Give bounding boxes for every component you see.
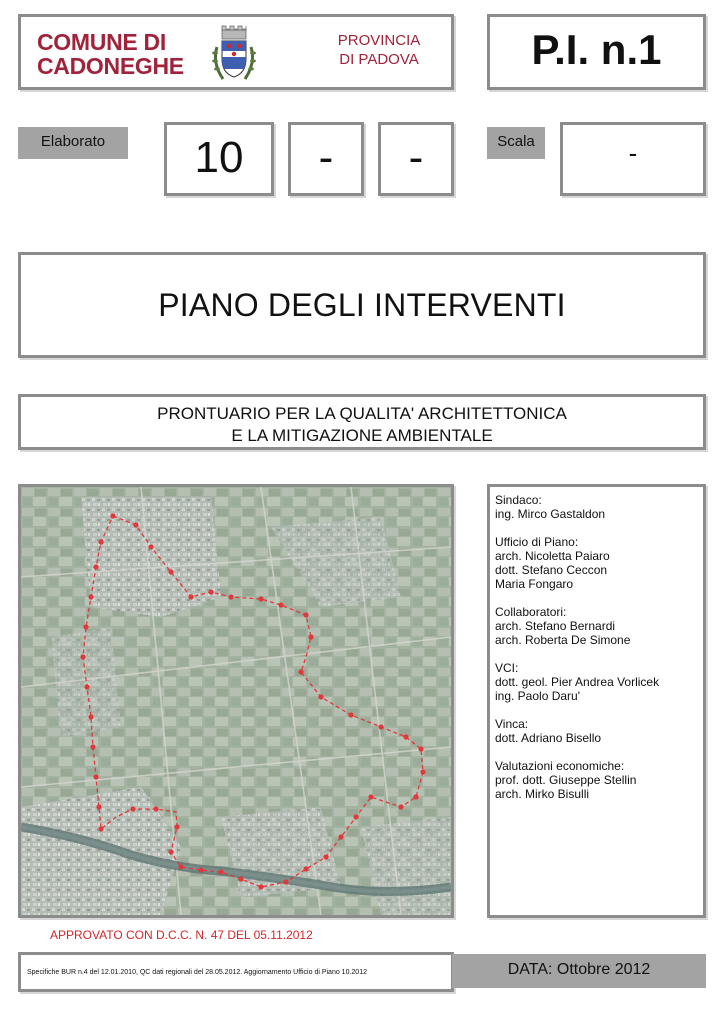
credits-ufficio [495, 535, 698, 591]
credits-name: dott. geol. Pier Andrea Vorlicek [495, 675, 660, 689]
scala-value-box [560, 122, 706, 196]
provincia-line2: DI PADOVA [339, 51, 419, 68]
credits-heading: Sindaco: [495, 493, 542, 507]
credits-name: prof. dott. Giuseppe Stellin [495, 773, 637, 787]
credits-name: Maria Fongaro [495, 577, 574, 591]
credits-heading: Ufficio di Piano: [495, 535, 579, 549]
credits-name: arch. Nicoletta Paiaro [495, 549, 610, 563]
comune-header [18, 14, 454, 90]
comune-name [37, 30, 184, 78]
scala-label: Scala [487, 127, 545, 159]
plan-number: P.I. n.1 [487, 14, 706, 90]
page-title: PIANO DEGLI INTERVENTI [18, 252, 706, 358]
document-subtitle [18, 394, 706, 450]
elaborato-code-number: 10 [164, 122, 274, 196]
provincia-line1: PROVINCIA [337, 32, 421, 49]
credits-collaboratori [495, 605, 698, 647]
credits-name: ing. Paolo Daru' [495, 689, 581, 703]
credits-name: arch. Roberta De Simone [495, 633, 631, 647]
credits-name: arch. Stefano Bernardi [495, 619, 616, 633]
elaborato-code-3: - [378, 122, 454, 196]
aerial-map [18, 484, 454, 918]
credits-heading: Vinca: [495, 717, 529, 731]
credits-name: dott. Stefano Ceccon [495, 563, 608, 577]
credits-heading: VCI: [495, 661, 519, 675]
document-date: DATA: Ottobre 2012 [452, 954, 706, 988]
credits-vinca [495, 717, 698, 745]
elaborato-label: Elaborato [18, 127, 128, 159]
credits-valutazioni [495, 759, 698, 801]
aerial-map-image [21, 487, 451, 915]
credits-heading: Valutazioni economiche: [495, 759, 625, 773]
approval-note: APPROVATO CON D.C.C. N. 47 DEL 05.11.2012 [50, 928, 313, 942]
subtitle-line2: E LA MITIGAZIONE AMBIENTALE [231, 426, 493, 445]
subtitle-line1: PRONTUARIO PER LA QUALITA' ARCHITETTONICA [157, 404, 567, 423]
footer-specifications: Specifiche BUR n.4 del 12.01.2010, QC dati regionali del 28.05.2012. Aggiornamento Ufficio di Piano 10.2012 [18, 952, 454, 992]
provincia [319, 31, 439, 69]
comune-line2: CADONEGHE [37, 53, 184, 79]
credits-name: dott. Adriano Bisello [495, 731, 602, 745]
credits-sindaco [495, 493, 698, 521]
credits-heading: Collaboratori: [495, 605, 567, 619]
elaborato-code-2: - [288, 122, 364, 196]
credits-name: arch. Mirko Bisulli [495, 787, 590, 801]
scala-value: - [628, 138, 638, 168]
credits-vci [495, 661, 698, 703]
coat-of-arms-icon [209, 23, 259, 85]
credits-name: ing. Mirco Gastaldon [495, 507, 606, 521]
comune-line1: COMUNE DI [37, 29, 166, 55]
credits-panel [487, 484, 706, 918]
